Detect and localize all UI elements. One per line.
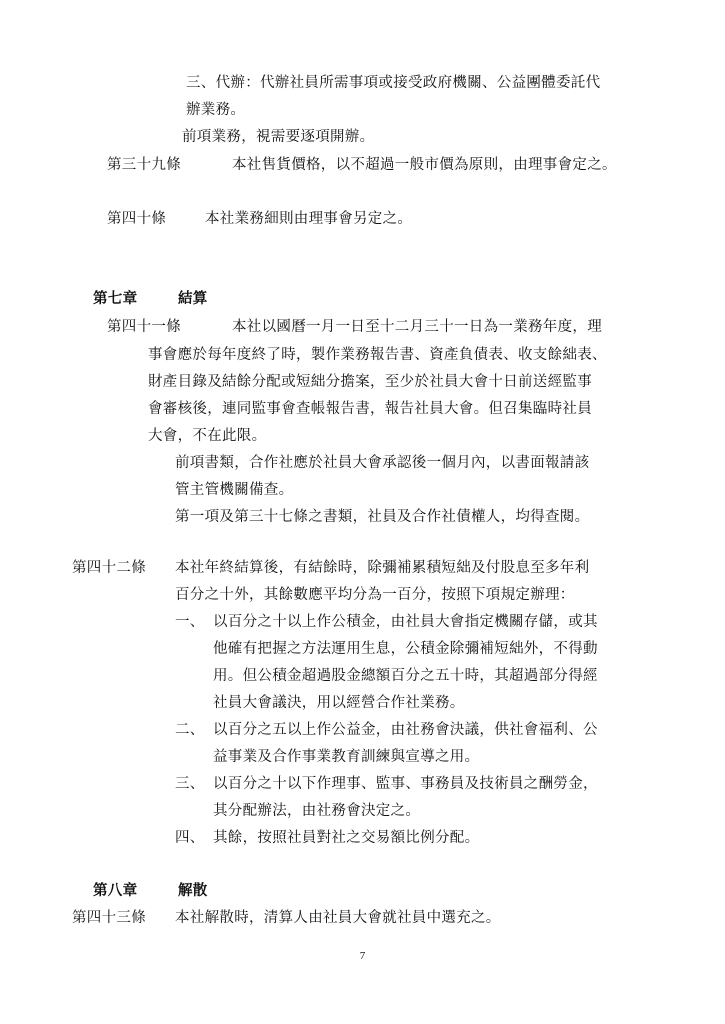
article-42-line-1: 本社年終結算後，有結餘時，除彌補累積短絀及付股息至多年利 xyxy=(175,560,590,576)
article-40-text: 本社業務細則由理事會另定之。 xyxy=(205,211,413,227)
article-42-label: 第四十二條 xyxy=(72,560,146,576)
article-42-item-4-number: 四、 xyxy=(175,830,205,846)
article-41-line-3: 財產目錄及結餘分配或短絀分擔案，至少於社員大會十日前送經監事 xyxy=(148,374,592,390)
article-41-line-2: 事會應於每年度終了時，製作業務報告書、資產負債表、收支餘絀表、 xyxy=(148,347,607,363)
article-42-item-2-line-2: 益事業及合作事業教育訓練與宣導之用。 xyxy=(213,749,480,765)
article-39-label: 第三十九條 xyxy=(107,157,181,173)
article-42-item-2-line-1: 以百分之五以上作公益金，由社務會決議，供社會福利、公 xyxy=(213,722,598,738)
article-40-label: 第四十條 xyxy=(107,211,167,227)
article-41-label: 第四十一條 xyxy=(107,319,181,335)
article-39-text: 本社售貨價格，以不超過一般市價為原則，由理事會定之。 xyxy=(232,157,617,173)
chapter-7-title: 結算 xyxy=(178,290,208,307)
item-3-line-2: 辦業務。 xyxy=(186,102,246,118)
chapter-8-title: 解散 xyxy=(178,882,208,899)
article-42-item-3-line-1: 以百分之十以下作理事、監事、事務員及技術員之酬勞金， xyxy=(213,776,598,792)
article-42-item-2-number: 二、 xyxy=(175,722,205,738)
article-42-item-1-line-3: 用。但公積金超過股金總額百分之五十時，其超過部分得經 xyxy=(213,668,598,684)
business-note: 前項業務，視需要逐項開辦。 xyxy=(182,129,375,145)
article-42-item-1-line-1: 以百分之十以上作公積金，由社員大會指定機關存儲，或其 xyxy=(213,614,598,630)
article-42-item-1-number: 一、 xyxy=(175,614,205,630)
article-41-para2-line-1: 前項書類，合作社應於社員大會承認後一個月內，以書面報請該 xyxy=(175,455,590,471)
article-41-line-1: 本社以國曆一月一日至十二月三十一日為一業務年度，理 xyxy=(232,319,602,335)
article-43-label: 第四十三條 xyxy=(72,910,146,926)
article-41-para3: 第一項及第三十七條之書類，社員及合作社債權人，均得查閱。 xyxy=(175,509,590,525)
article-42-item-3-number: 三、 xyxy=(175,776,205,792)
article-42-line-2: 百分之十外，其餘數應平均分為一百分，按照下項規定辦理： xyxy=(175,587,575,603)
article-41-line-5: 大會，不在此限。 xyxy=(148,428,267,444)
chapter-8-label: 第八章 xyxy=(93,882,138,899)
article-42-item-1-line-2: 他確有把握之方法運用生息，公積金除彌補短絀外，不得動 xyxy=(213,641,598,657)
article-42-item-1-line-4: 社員大會議決，用以經營合作社業務。 xyxy=(213,695,465,711)
article-42-item-3-line-2: 其分配辦法，由社務會決定之。 xyxy=(213,803,421,819)
chapter-7-label: 第七章 xyxy=(93,290,138,307)
article-41-para2-line-2: 管主管機關備查。 xyxy=(175,482,294,498)
article-43-text: 本社解散時，清算人由社員大會就社員中選充之。 xyxy=(175,910,501,926)
page-number: 7 xyxy=(359,950,366,962)
article-41-line-4: 會審核後，連同監事會查帳報告書，報告社員大會。但召集臨時社員 xyxy=(148,401,592,417)
item-3-line-1: 三、代辦：代辦社員所需事項或接受政府機關、公益團體委託代 xyxy=(186,75,601,91)
article-42-item-4-line-1: 其餘，按照社員對社之交易額比例分配。 xyxy=(213,830,480,846)
